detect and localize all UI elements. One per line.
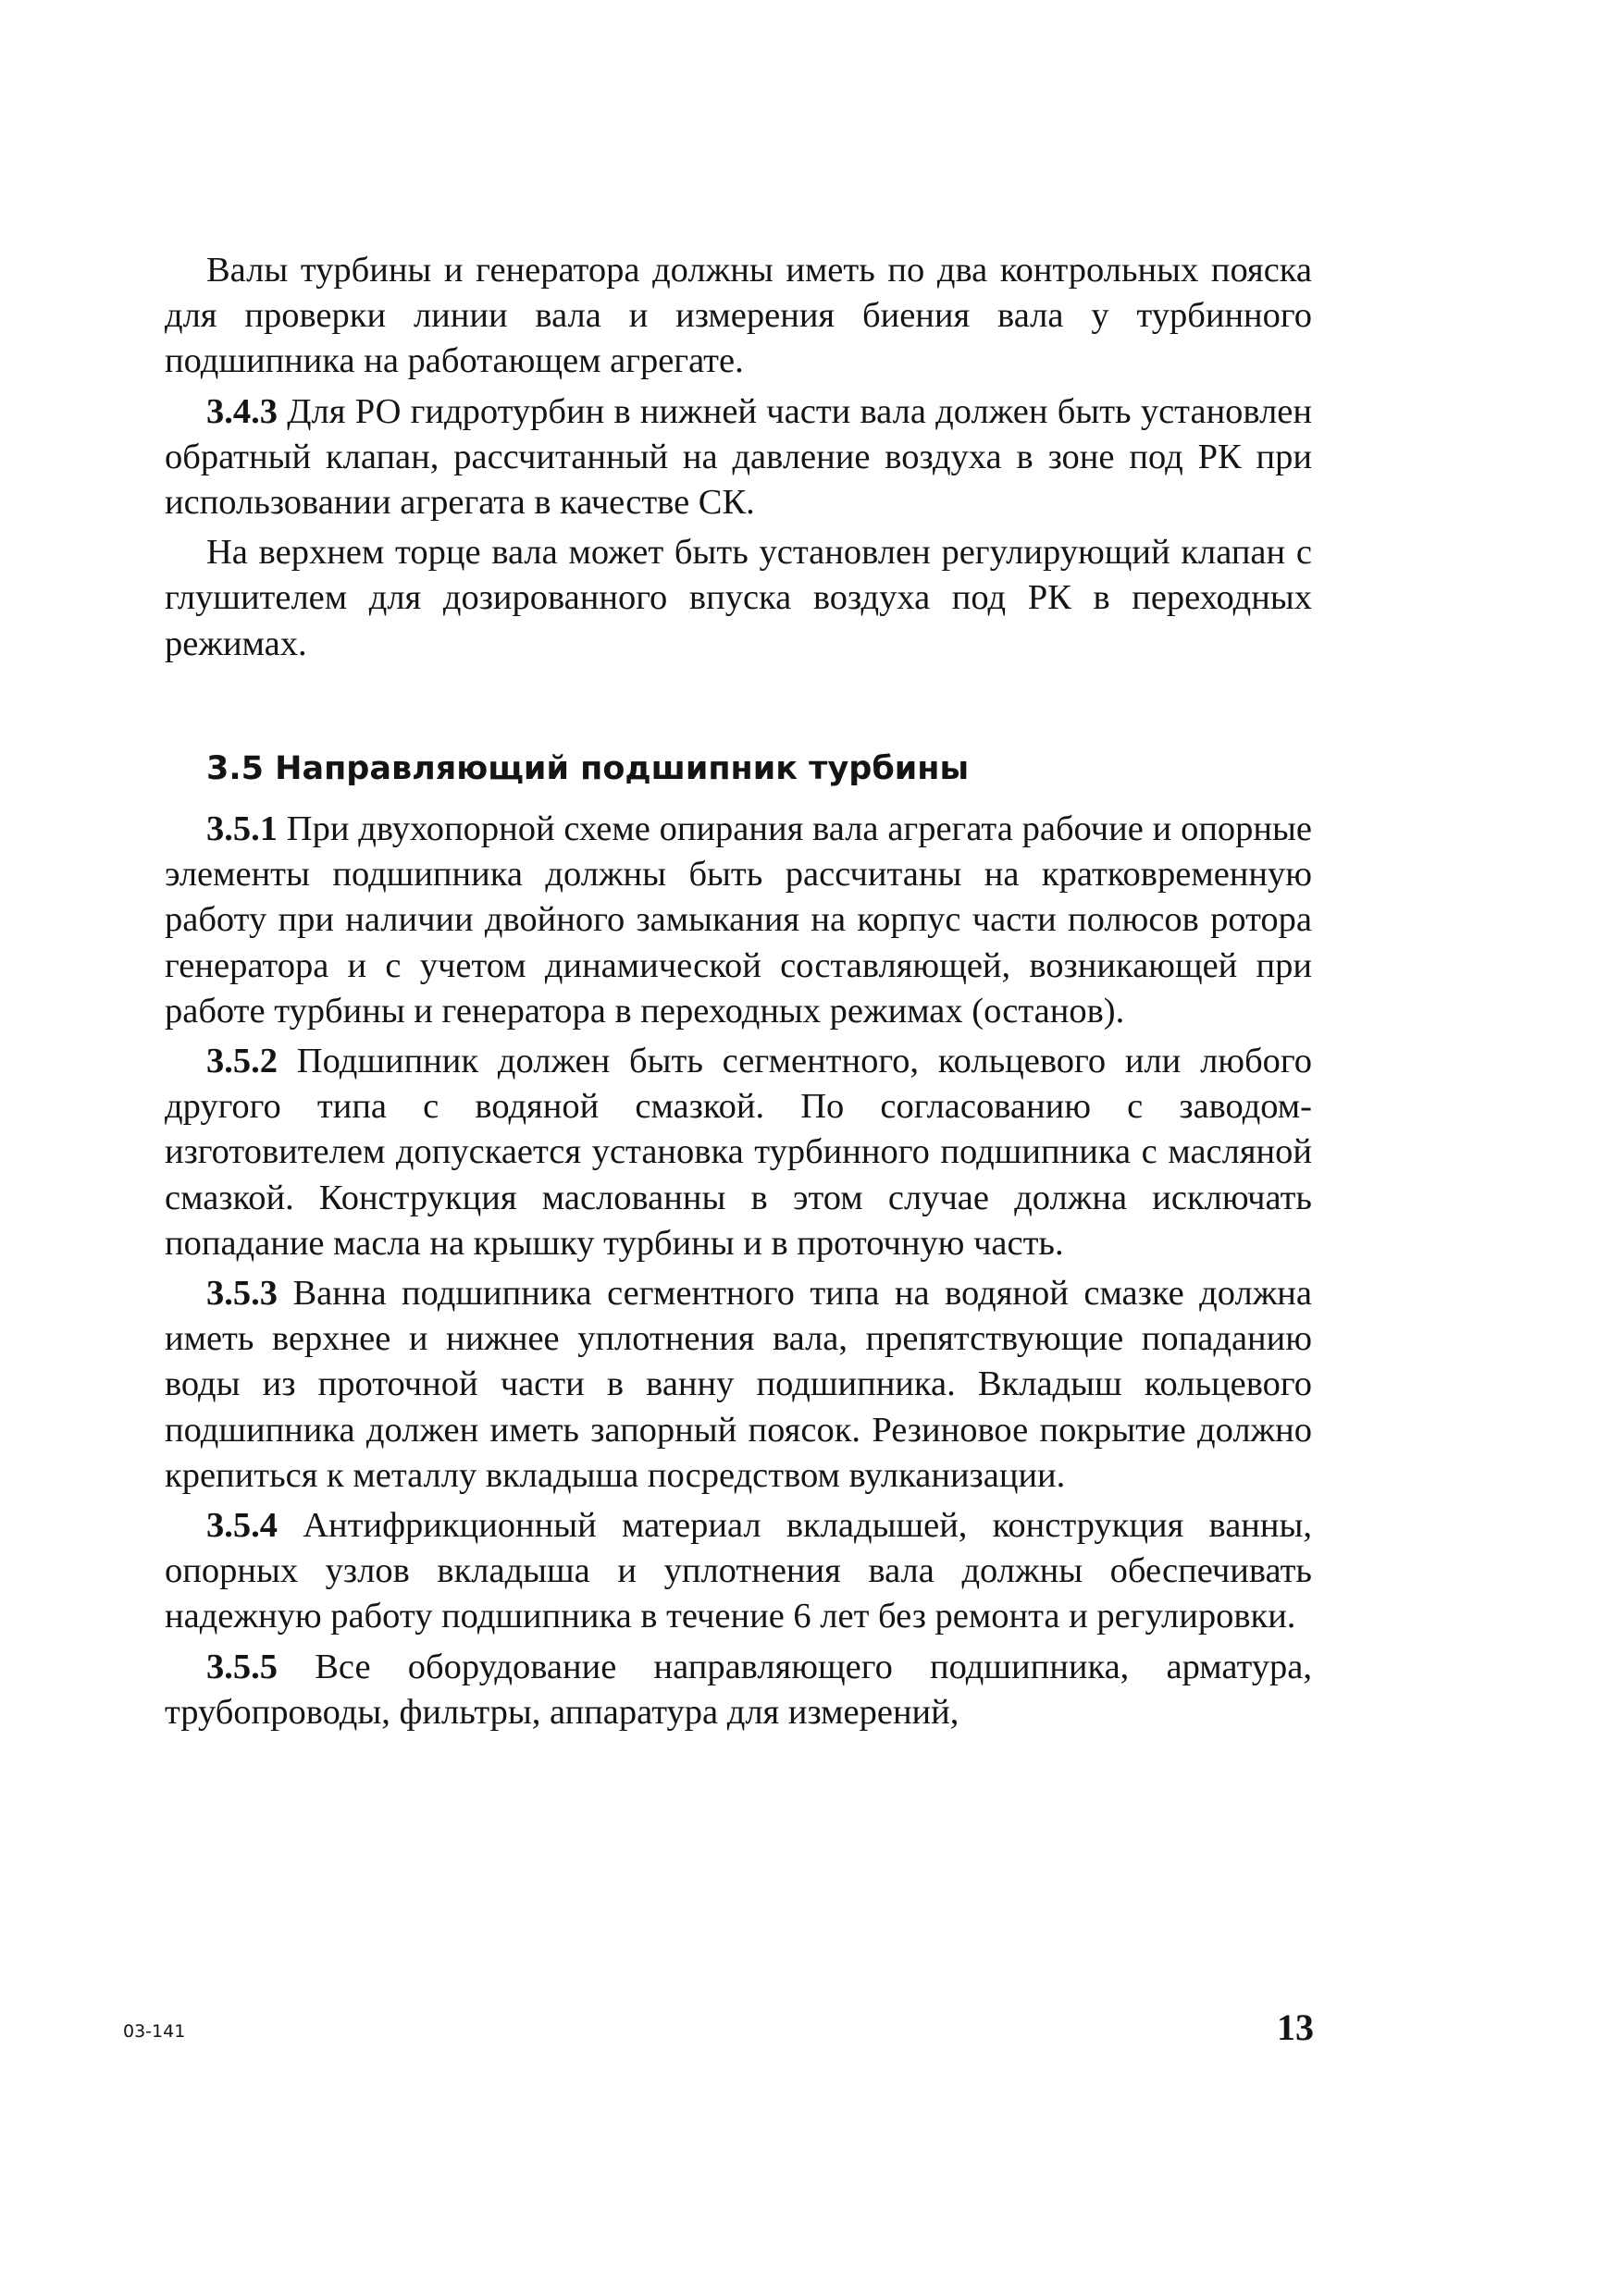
clause-number: 3.5.3 xyxy=(206,1274,278,1314)
paragraph-3-5-4 xyxy=(165,1503,1312,1640)
paragraph-text: Для РО гидротурбин в нижней части вала должен быть установлен обратный клапан, рассчитанный на давление воздуха в зоне под РК при использовании агрегата в качестве СК. xyxy=(165,391,1312,523)
paragraph-control-valve xyxy=(165,530,1312,667)
paragraph-shaft-belts xyxy=(165,248,1312,385)
clause-number: 3.5.5 xyxy=(206,1647,278,1686)
clause-number: 3.4.3 xyxy=(206,391,278,431)
paragraph-text: Валы турбины и генератора должны иметь по два контрольных пояска для проверки линии вала и измерения биения вала у турбинного подшипника на работающем агрегате. xyxy=(165,251,1312,381)
clause-number: 3.5.2 xyxy=(206,1042,278,1081)
clause-number: 3.5.1 xyxy=(206,809,278,849)
paragraph-3-5-5 xyxy=(165,1645,1312,1735)
section-heading: 3.5 Направляющий подшипник турбины xyxy=(206,749,970,787)
page-body xyxy=(165,248,1312,1740)
paragraph-3-5-1 xyxy=(165,807,1312,1034)
paragraph-text: При двухопорной схеме опирания вала агрегата рабочие и опорные элементы подшипника должны быть рассчитаны на кратковременную работу при наличии двойного замыкания на корпус части полюсов ротора генератора и с учетом динамической составляющей, возникающей при работе турбины и генератора в переходных режимах (останов). xyxy=(165,809,1312,1031)
page-number: 13 xyxy=(1277,2006,1314,2048)
paragraph-text: Антифрикционный материал вкладышей, конструкция ванны, опорных узлов вкладыша и уплотнения вала должны обеспечивать надежную работу подшипника в течение 6 лет без ремонта и регулировки. xyxy=(165,1506,1312,1636)
paragraph-text: На верхнем торце вала может быть установлен регулирующий клапан с глушителем для дозированного впуска воздуха под РК в переходных режимах. xyxy=(165,533,1312,663)
clause-number: 3.5.4 xyxy=(206,1506,278,1546)
paragraph-text: Все оборудование направляющего подшипника, арматура, трубопроводы, фильтры, аппаратура для измерений, xyxy=(165,1647,1312,1732)
paragraph-3-5-3 xyxy=(165,1271,1312,1499)
paragraph-3-4-3 xyxy=(165,389,1312,526)
paragraph-text: Подшипник должен быть сегментного, кольцевого или любого другого типа с водяной смазкой. По согласованию с заводом-изготовителем допускается установка турбинного подшипника с масляной смазкой. Конструкция маслованны в этом случае должна исключать попадание масла на крышку турбины и в проточную часть. xyxy=(165,1042,1312,1263)
footer-code: 03-141 xyxy=(123,2021,186,2042)
paragraph-text: Ванна подшипника сегментного типа на водяной смазке должна иметь верхнее и нижнее уплотнения вала, препятствующие попаданию воды из проточной части в ванну подшипника. Вкладыш кольцевого подшипника должен иметь запорный поясок. Резиновое покрытие должно крепиться к металлу вкладыша посредством вулканизации. xyxy=(165,1274,1312,1495)
paragraph-3-5-2 xyxy=(165,1039,1312,1266)
